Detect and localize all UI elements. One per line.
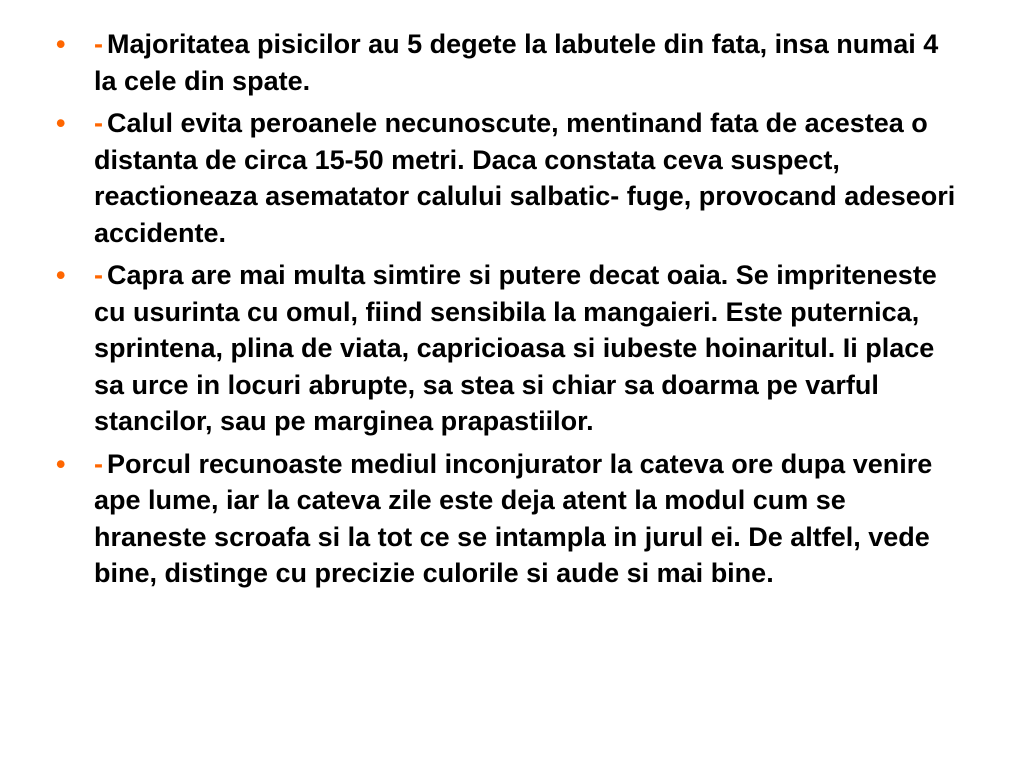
bullet-icon: • (56, 448, 66, 479)
list-item (52, 26, 964, 99)
list-item (52, 257, 964, 440)
list-item (52, 446, 964, 592)
dash-marker: - (94, 448, 103, 479)
bullet-list (52, 26, 964, 592)
dash-marker: - (94, 108, 103, 138)
list-item-text: Majoritatea pisicilor au 5 degete la labutele din fata, insa numai 4 la cele din spate. (94, 29, 939, 96)
list-item-text: Capra are mai multa simtire si putere decat oaia. Se impriteneste cu usurinta cu omul, fiind sensibila la mangaieri. Este puternica, sprintena, plina de viata, capricioasa si iubeste hoinaritul. Ii place sa urce in locuri abrupte, sa stea si chiar sa doarma pe varful stancilor, sau pe marginea prapastiilor. (94, 260, 937, 436)
bullet-icon: • (56, 260, 66, 290)
list-item (52, 105, 964, 251)
bullet-icon: • (56, 108, 66, 138)
list-item-text: Calul evita peroanele necunoscute, mentinand fata de acestea o distanta de circa 15-50 metri. Daca constata ceva suspect, reactioneaza asematator calului salbatic- fuge, provocand adeseori accidente. (94, 108, 956, 248)
list-item-text: Porcul recunoaste mediul inconjurator la cateva ore dupa venire ape lume, iar la cateva zile este deja atent la modul cum se hraneste scroafa si la tot ce se intampla in jurul ei. De altfel, vede bine, distinge cu precizie culorile si aude si mai bine. (94, 448, 933, 588)
bullet-icon: • (56, 29, 66, 59)
dash-marker: - (94, 29, 103, 59)
dash-marker: - (94, 260, 103, 290)
